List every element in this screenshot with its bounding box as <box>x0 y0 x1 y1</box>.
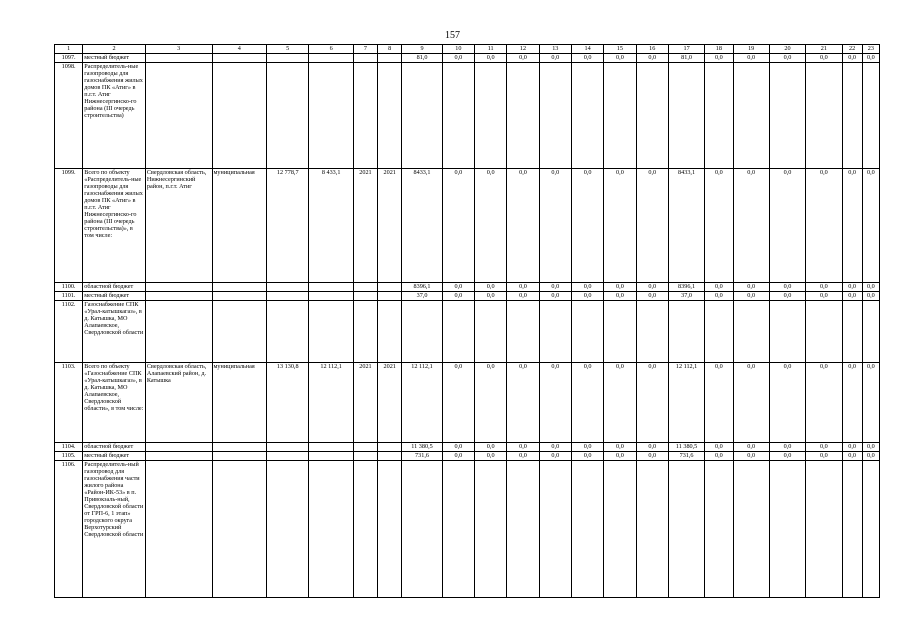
table-cell: Свердловская область, Алапаевский район, д. Катышка <box>145 363 212 443</box>
table-cell: 0,0 <box>539 452 571 461</box>
table-cell: 0,0 <box>636 283 668 292</box>
table-cell <box>353 452 377 461</box>
table-cell <box>378 283 402 292</box>
table-cell: 1101. <box>55 292 83 301</box>
table-cell <box>378 452 402 461</box>
table-cell: 0,0 <box>806 169 842 283</box>
table-cell: 11 380,5 <box>402 443 442 452</box>
table-cell: 0,0 <box>507 292 539 301</box>
table-cell <box>539 301 571 363</box>
table-cell: 0,0 <box>636 363 668 443</box>
column-header: 8 <box>378 45 402 54</box>
table-cell: 0,0 <box>862 363 879 443</box>
table-row <box>55 283 880 292</box>
table-cell <box>145 54 212 63</box>
table-cell <box>267 461 309 598</box>
table-cell: 0,0 <box>571 452 603 461</box>
table-cell: 13 130,8 <box>267 363 309 443</box>
table-cell: 0,0 <box>571 54 603 63</box>
budget-table <box>54 44 880 598</box>
table-cell: 0,0 <box>442 292 474 301</box>
table-cell: 1102. <box>55 301 83 363</box>
table-cell: 0,0 <box>604 443 636 452</box>
table-cell: 0,0 <box>539 169 571 283</box>
table-cell: 0,0 <box>507 283 539 292</box>
table-cell: 0,0 <box>733 169 769 283</box>
table-cell: 0,0 <box>475 363 507 443</box>
table-cell: 0,0 <box>571 283 603 292</box>
table-cell <box>475 63 507 169</box>
table-cell: 0,0 <box>842 452 862 461</box>
column-header: 22 <box>842 45 862 54</box>
table-cell <box>733 301 769 363</box>
table-cell: 12 778,7 <box>267 169 309 283</box>
table-row <box>55 452 880 461</box>
table-cell: 0,0 <box>636 54 668 63</box>
table-cell <box>212 283 267 292</box>
table-cell: 0,0 <box>507 363 539 443</box>
table-cell <box>353 443 377 452</box>
table-cell: 8 433,1 <box>309 169 353 283</box>
table-cell <box>212 443 267 452</box>
table-cell <box>507 461 539 598</box>
column-header: 15 <box>604 45 636 54</box>
column-header: 7 <box>353 45 377 54</box>
table-cell <box>267 292 309 301</box>
table-cell: 8396,1 <box>402 283 442 292</box>
table-cell <box>705 63 733 169</box>
table-cell <box>309 461 353 598</box>
table-cell: 731,6 <box>402 452 442 461</box>
column-header: 13 <box>539 45 571 54</box>
table-cell: 0,0 <box>475 443 507 452</box>
table-cell <box>507 301 539 363</box>
table-row <box>55 292 880 301</box>
table-cell: 11 380,5 <box>668 443 704 452</box>
table-cell: 0,0 <box>507 169 539 283</box>
table-cell: 0,0 <box>571 443 603 452</box>
column-header: 1 <box>55 45 83 54</box>
table-cell <box>571 301 603 363</box>
table-cell: 0,0 <box>806 452 842 461</box>
table-cell <box>733 461 769 598</box>
column-header: 14 <box>571 45 603 54</box>
table-cell <box>267 54 309 63</box>
table-cell: 0,0 <box>539 283 571 292</box>
table-cell: 81,0 <box>668 54 704 63</box>
table-cell: 0,0 <box>604 54 636 63</box>
table-cell: 0,0 <box>842 283 862 292</box>
column-header: 19 <box>733 45 769 54</box>
table-cell: 0,0 <box>769 443 805 452</box>
table-cell <box>145 292 212 301</box>
table-cell <box>145 461 212 598</box>
table-cell <box>145 443 212 452</box>
table-cell <box>806 63 842 169</box>
table-cell: 0,0 <box>769 283 805 292</box>
table-cell <box>705 301 733 363</box>
table-cell: 0,0 <box>842 54 862 63</box>
table-cell: 0,0 <box>636 292 668 301</box>
table-cell: местный бюджет <box>83 452 146 461</box>
table-cell: 0,0 <box>475 452 507 461</box>
table-cell <box>604 301 636 363</box>
table-cell <box>571 63 603 169</box>
table-cell: 0,0 <box>539 292 571 301</box>
table-cell <box>353 461 377 598</box>
table-cell: 0,0 <box>442 363 474 443</box>
column-header: 10 <box>442 45 474 54</box>
table-cell: 0,0 <box>604 292 636 301</box>
table-cell: 0,0 <box>507 452 539 461</box>
table-cell <box>309 292 353 301</box>
table-cell: Распределитель-ные газопроводы для газоснабжения жилых домов ПК «Атиг» в п.г.т. Атиг Нижнесергинско-го района (III очередь строительства) <box>83 63 146 169</box>
table-cell <box>668 301 704 363</box>
table-cell: 0,0 <box>733 452 769 461</box>
table-cell: 0,0 <box>705 169 733 283</box>
table-cell: 0,0 <box>539 443 571 452</box>
table-cell: 12 112,1 <box>402 363 442 443</box>
table-cell: 0,0 <box>733 54 769 63</box>
table-cell: Всего по объекту «Распределитель-ные газопроводы для газоснабжения жилых домов ПК «Атиг» в п.г.т. Атиг Нижнесергинско-го района (III очередь строительства)», в том числе: <box>83 169 146 283</box>
table-cell <box>309 283 353 292</box>
table-cell <box>378 63 402 169</box>
table-cell <box>378 461 402 598</box>
table-cell <box>378 54 402 63</box>
table-cell: областной бюджет <box>83 283 146 292</box>
table-cell <box>636 301 668 363</box>
table-cell <box>309 54 353 63</box>
table-cell: 0,0 <box>862 443 879 452</box>
table-cell: 0,0 <box>604 363 636 443</box>
table-cell: 0,0 <box>733 292 769 301</box>
table-cell: 0,0 <box>475 54 507 63</box>
table-cell: 0,0 <box>604 169 636 283</box>
table-cell: 0,0 <box>769 452 805 461</box>
table-cell <box>353 283 377 292</box>
table-row <box>55 63 880 169</box>
table-cell: 0,0 <box>705 363 733 443</box>
table-cell: Всего по объекту «Газоснабжение СПК «Урал-катышкагаз», в д. Катышка, МО Алапаевское, Свердловской области», в том числе: <box>83 363 146 443</box>
table-cell: 0,0 <box>806 292 842 301</box>
table-cell: 8433,1 <box>668 169 704 283</box>
table-cell <box>378 301 402 363</box>
table-row <box>55 363 880 443</box>
table-cell: 0,0 <box>705 283 733 292</box>
table-cell: 0,0 <box>442 54 474 63</box>
table-cell <box>309 63 353 169</box>
table-cell: 0,0 <box>636 452 668 461</box>
table-cell: 2021 <box>378 363 402 443</box>
table-cell: 37,0 <box>668 292 704 301</box>
table-row <box>55 301 880 363</box>
table-cell: 0,0 <box>806 443 842 452</box>
table-cell: 0,0 <box>571 292 603 301</box>
table-cell <box>353 54 377 63</box>
table-row <box>55 169 880 283</box>
table-cell <box>378 443 402 452</box>
table-cell: 0,0 <box>442 452 474 461</box>
column-header: 17 <box>668 45 704 54</box>
table-row <box>55 461 880 598</box>
table-cell: 0,0 <box>705 443 733 452</box>
table-cell <box>378 292 402 301</box>
table-cell: 1105. <box>55 452 83 461</box>
table-cell <box>145 452 212 461</box>
table-cell: 0,0 <box>442 443 474 452</box>
table-cell <box>604 461 636 598</box>
column-header: 20 <box>769 45 805 54</box>
page-number: 157 <box>445 30 460 41</box>
column-header: 3 <box>145 45 212 54</box>
table-cell: 12 112,1 <box>309 363 353 443</box>
table-cell <box>212 461 267 598</box>
table-cell: 2021 <box>353 169 377 283</box>
column-header: 18 <box>705 45 733 54</box>
table-cell <box>145 301 212 363</box>
table-cell: 0,0 <box>769 169 805 283</box>
table-cell: 0,0 <box>442 283 474 292</box>
table-cell <box>267 452 309 461</box>
table-cell <box>442 461 474 598</box>
table-cell: 1100. <box>55 283 83 292</box>
table-cell: 0,0 <box>539 363 571 443</box>
column-header: 23 <box>862 45 879 54</box>
table-cell: 0,0 <box>842 292 862 301</box>
table-cell: местный бюджет <box>83 54 146 63</box>
table-cell <box>267 443 309 452</box>
table-cell <box>862 461 879 598</box>
table-cell <box>769 301 805 363</box>
table-cell: 0,0 <box>733 363 769 443</box>
table-cell: 0,0 <box>769 54 805 63</box>
table-cell: 0,0 <box>733 283 769 292</box>
table-cell: Газоснабжение СПК «Урал-катышкагаз», в д. Катышка, МО Алапаевское, Свердловской области <box>83 301 146 363</box>
table-cell: 0,0 <box>636 169 668 283</box>
table-cell <box>442 63 474 169</box>
table-cell: 0,0 <box>769 292 805 301</box>
table-cell <box>145 63 212 169</box>
table-cell <box>353 63 377 169</box>
table-cell <box>705 461 733 598</box>
table-cell: 1103. <box>55 363 83 443</box>
table-cell <box>604 63 636 169</box>
table-cell: 12 112,1 <box>668 363 704 443</box>
table-cell: 0,0 <box>705 452 733 461</box>
table-cell: 0,0 <box>571 169 603 283</box>
table-cell: 0,0 <box>806 363 842 443</box>
table-cell: 0,0 <box>475 283 507 292</box>
table-cell <box>212 292 267 301</box>
table-cell <box>733 63 769 169</box>
table-cell <box>402 461 442 598</box>
table-cell: 0,0 <box>842 363 862 443</box>
table-cell <box>212 63 267 169</box>
table-cell <box>668 63 704 169</box>
table-cell <box>842 63 862 169</box>
table-cell <box>309 301 353 363</box>
table-cell: 731,6 <box>668 452 704 461</box>
column-header: 11 <box>475 45 507 54</box>
table-cell: 1098. <box>55 63 83 169</box>
column-header: 4 <box>212 45 267 54</box>
column-header: 16 <box>636 45 668 54</box>
table-cell: 0,0 <box>507 443 539 452</box>
column-header: 12 <box>507 45 539 54</box>
table-cell <box>212 452 267 461</box>
table-cell: 0,0 <box>475 169 507 283</box>
table-cell: муниципальная <box>212 363 267 443</box>
table-cell <box>442 301 474 363</box>
table-cell <box>402 63 442 169</box>
table-cell <box>145 283 212 292</box>
column-header: 2 <box>83 45 146 54</box>
table-cell: 1097. <box>55 54 83 63</box>
table-cell: 0,0 <box>604 283 636 292</box>
table-cell: 0,0 <box>862 169 879 283</box>
column-header: 5 <box>267 45 309 54</box>
table-cell: областной бюджет <box>83 443 146 452</box>
table-cell: 0,0 <box>442 169 474 283</box>
table-cell: 0,0 <box>539 54 571 63</box>
table-cell: 0,0 <box>733 443 769 452</box>
table-cell <box>842 461 862 598</box>
table-cell <box>212 54 267 63</box>
table-cell <box>267 283 309 292</box>
table-cell: Распределитель-ный газопровод для газоснабжения части жилого района «Район-ИК-53» в п. Привокзаль-ный, Свердловской области от ГРП-6, 1 этап» городского округа Верхотурский Свердловской области <box>83 461 146 598</box>
table-cell <box>862 301 879 363</box>
table-cell: 8433,1 <box>402 169 442 283</box>
table-cell: 0,0 <box>862 292 879 301</box>
table-cell: 1099. <box>55 169 83 283</box>
table-row <box>55 54 880 63</box>
table-cell <box>842 301 862 363</box>
table-cell: 8396,1 <box>668 283 704 292</box>
table-cell: 2021 <box>378 169 402 283</box>
table-cell: 2021 <box>353 363 377 443</box>
table-cell <box>862 63 879 169</box>
column-header: 21 <box>806 45 842 54</box>
table-cell: 1106. <box>55 461 83 598</box>
table-cell <box>353 301 377 363</box>
table-cell <box>668 461 704 598</box>
table-cell: Свердловская область, Нижнесергинский район, п.г.т. Атиг <box>145 169 212 283</box>
table-cell <box>402 301 442 363</box>
column-header: 6 <box>309 45 353 54</box>
table-cell: 0,0 <box>806 54 842 63</box>
table-cell: муниципальная <box>212 169 267 283</box>
table-cell: 0,0 <box>604 452 636 461</box>
table-cell: 0,0 <box>862 283 879 292</box>
table-cell: 0,0 <box>475 292 507 301</box>
column-header: 9 <box>402 45 442 54</box>
table-cell <box>769 461 805 598</box>
table-cell <box>507 63 539 169</box>
table-cell <box>806 461 842 598</box>
table-cell: местный бюджет <box>83 292 146 301</box>
table-cell: 0,0 <box>806 283 842 292</box>
table-cell <box>212 301 267 363</box>
table-cell: 0,0 <box>636 443 668 452</box>
table-cell <box>539 63 571 169</box>
table-cell <box>539 461 571 598</box>
table-row <box>55 443 880 452</box>
table-cell: 1104. <box>55 443 83 452</box>
table-cell: 0,0 <box>705 292 733 301</box>
table-cell <box>309 443 353 452</box>
column-header-row <box>55 45 880 54</box>
table-cell: 0,0 <box>842 169 862 283</box>
table-cell <box>636 63 668 169</box>
table-cell: 0,0 <box>507 54 539 63</box>
table-cell: 0,0 <box>842 443 862 452</box>
table-cell: 0,0 <box>705 54 733 63</box>
table-cell <box>475 301 507 363</box>
table-cell: 81,0 <box>402 54 442 63</box>
table-cell <box>806 301 842 363</box>
table-cell <box>636 461 668 598</box>
table-cell <box>353 292 377 301</box>
table-cell <box>267 63 309 169</box>
table-cell <box>309 452 353 461</box>
table-cell <box>475 461 507 598</box>
table-cell: 0,0 <box>571 363 603 443</box>
table-cell: 0,0 <box>769 363 805 443</box>
table-cell <box>267 301 309 363</box>
table-cell <box>769 63 805 169</box>
table-cell: 37,0 <box>402 292 442 301</box>
table-cell <box>571 461 603 598</box>
table-cell: 0,0 <box>862 452 879 461</box>
table-cell: 0,0 <box>862 54 879 63</box>
